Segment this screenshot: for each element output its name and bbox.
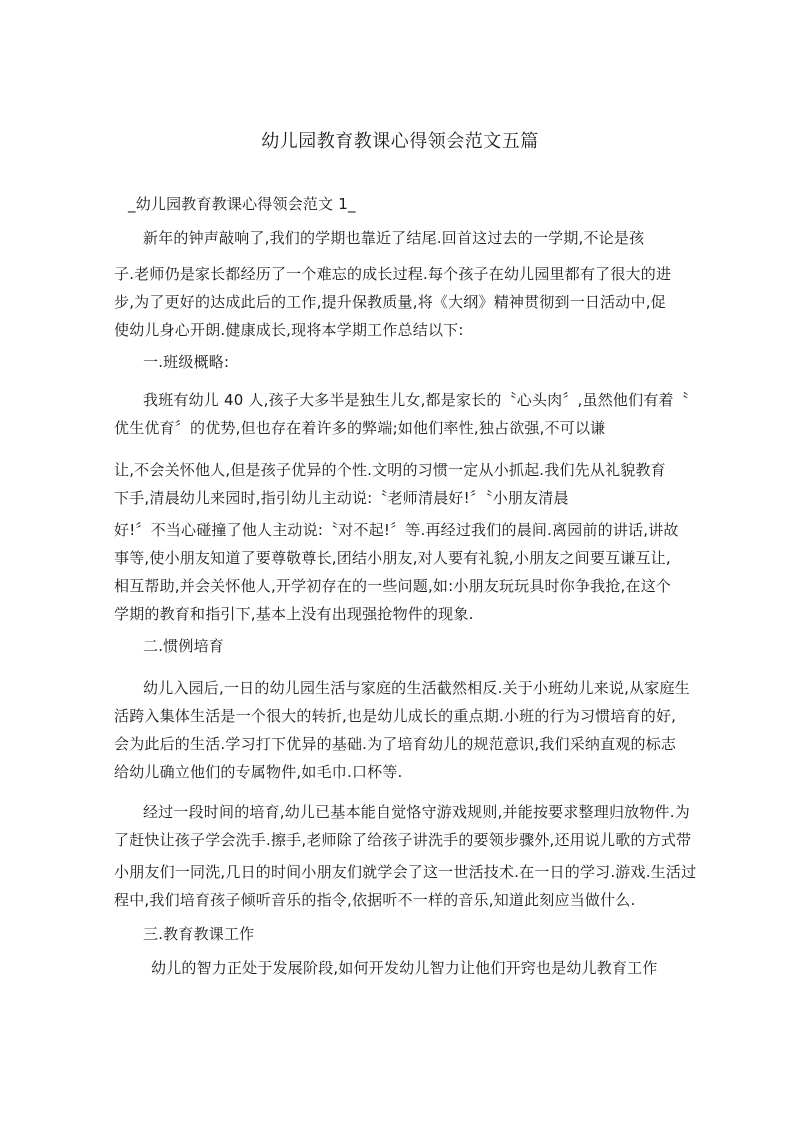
paragraph-line: 小朋友们一同洗,几日的时间小朋友们就学会了这一世活技术.在一日的学习.游戏.生活过	[114, 863, 697, 881]
paragraph-line: 学期的教育和指引下,基本上没有出现强抢物件的现象.	[114, 605, 474, 623]
paragraph-line: 优生优育〞的优势,但也存在着许多的弊端;如他们率性,独占欲强,不可以谦	[114, 419, 606, 437]
section-heading: 一.班级概略:	[143, 353, 230, 371]
paragraph-line: 相互帮助,并会关怀他人,开学初存在的一些问题,如:小朋友玩玩具时你争我抢,在这个	[114, 577, 672, 595]
paragraph-line: 给幼儿确立他们的专属物件,如毛巾.口杯等.	[114, 763, 403, 781]
paragraph-line: 使幼儿身心开朗.健康成长,现将本学期工作总结以下:	[114, 321, 464, 339]
paragraph-line: 新年的钟声敲响了,我们的学期也靠近了结尾.回首这过去的一学期,不论是孩	[143, 229, 645, 247]
section-heading: 三.教育教课工作	[143, 925, 255, 943]
paragraph-line: 会为此后的生活.学习打下优异的基础.为了培育幼儿的规范意识,我们采纳直观的标志	[114, 735, 677, 753]
paragraph-line: 好!〞不当心碰撞了他人主动说:〝对不起!〞等.再经过我们的晨间.离园前的讲话,讲故	[114, 521, 679, 539]
section-subtitle: _幼儿园教育教课心得领会范文 1_	[128, 195, 356, 213]
section-heading: 二.惯例培育	[143, 637, 224, 655]
paragraph-line: 了赶快让孩子学会洗手.擦手,老师除了给孩子讲洗手的要领步骤外,还用说儿歌的方式带	[114, 831, 692, 849]
paragraph-line: 让,不会关怀他人,但是孩子优异的个性.文明的习惯一定从小抓起.我们先从礼貌教育	[114, 461, 666, 479]
paragraph-line: 经过一段时间的培育,幼儿已基本能自觉恪守游戏规则,并能按要求整理归放物件.为	[143, 803, 690, 821]
document-title: 幼儿园教育教课心得领会范文五篇	[261, 131, 539, 152]
paragraph-line: 程中,我们培育孩子倾听音乐的指令,依据听不一样的音乐,知道此刻应当做什么.	[114, 891, 636, 909]
paragraph-line: 下手,清晨幼儿来园时,指引幼儿主动说:〝老师清晨好!〞〝小朋友清晨	[114, 489, 569, 507]
paragraph-line: 子.老师仍是家长都经历了一个难忘的成长过程.每个孩子在幼儿园里都有了很大的进	[114, 265, 672, 283]
paragraph-line: 幼儿的智力正处于发展阶段,如何开发幼儿智力让他们开窍也是幼儿教育工作	[151, 959, 658, 977]
paragraph-line: 幼儿入园后,一日的幼儿园生活与家庭的生活截然相反.关于小班幼儿来说,从家庭生	[143, 679, 690, 697]
paragraph-line: 步,为了更好的达成此后的工作,提升保教质量,将《大纲》精神贯彻到一日活动中,促	[114, 293, 666, 311]
paragraph-line: 活跨入集体生活是一个很大的转折,也是幼儿成长的重点期.小班的行为习惯培育的好,	[114, 707, 677, 725]
paragraph-line: 我班有幼儿 40 人,孩子大多半是独生儿女,都是家长的〝心头肉〞,虽然他们有着〝	[143, 391, 689, 409]
paragraph-line: 事等,使小朋友知道了要尊敬尊长,团结小朋友,对人要有礼貌,小朋友之间要互谦互让,	[114, 549, 671, 567]
